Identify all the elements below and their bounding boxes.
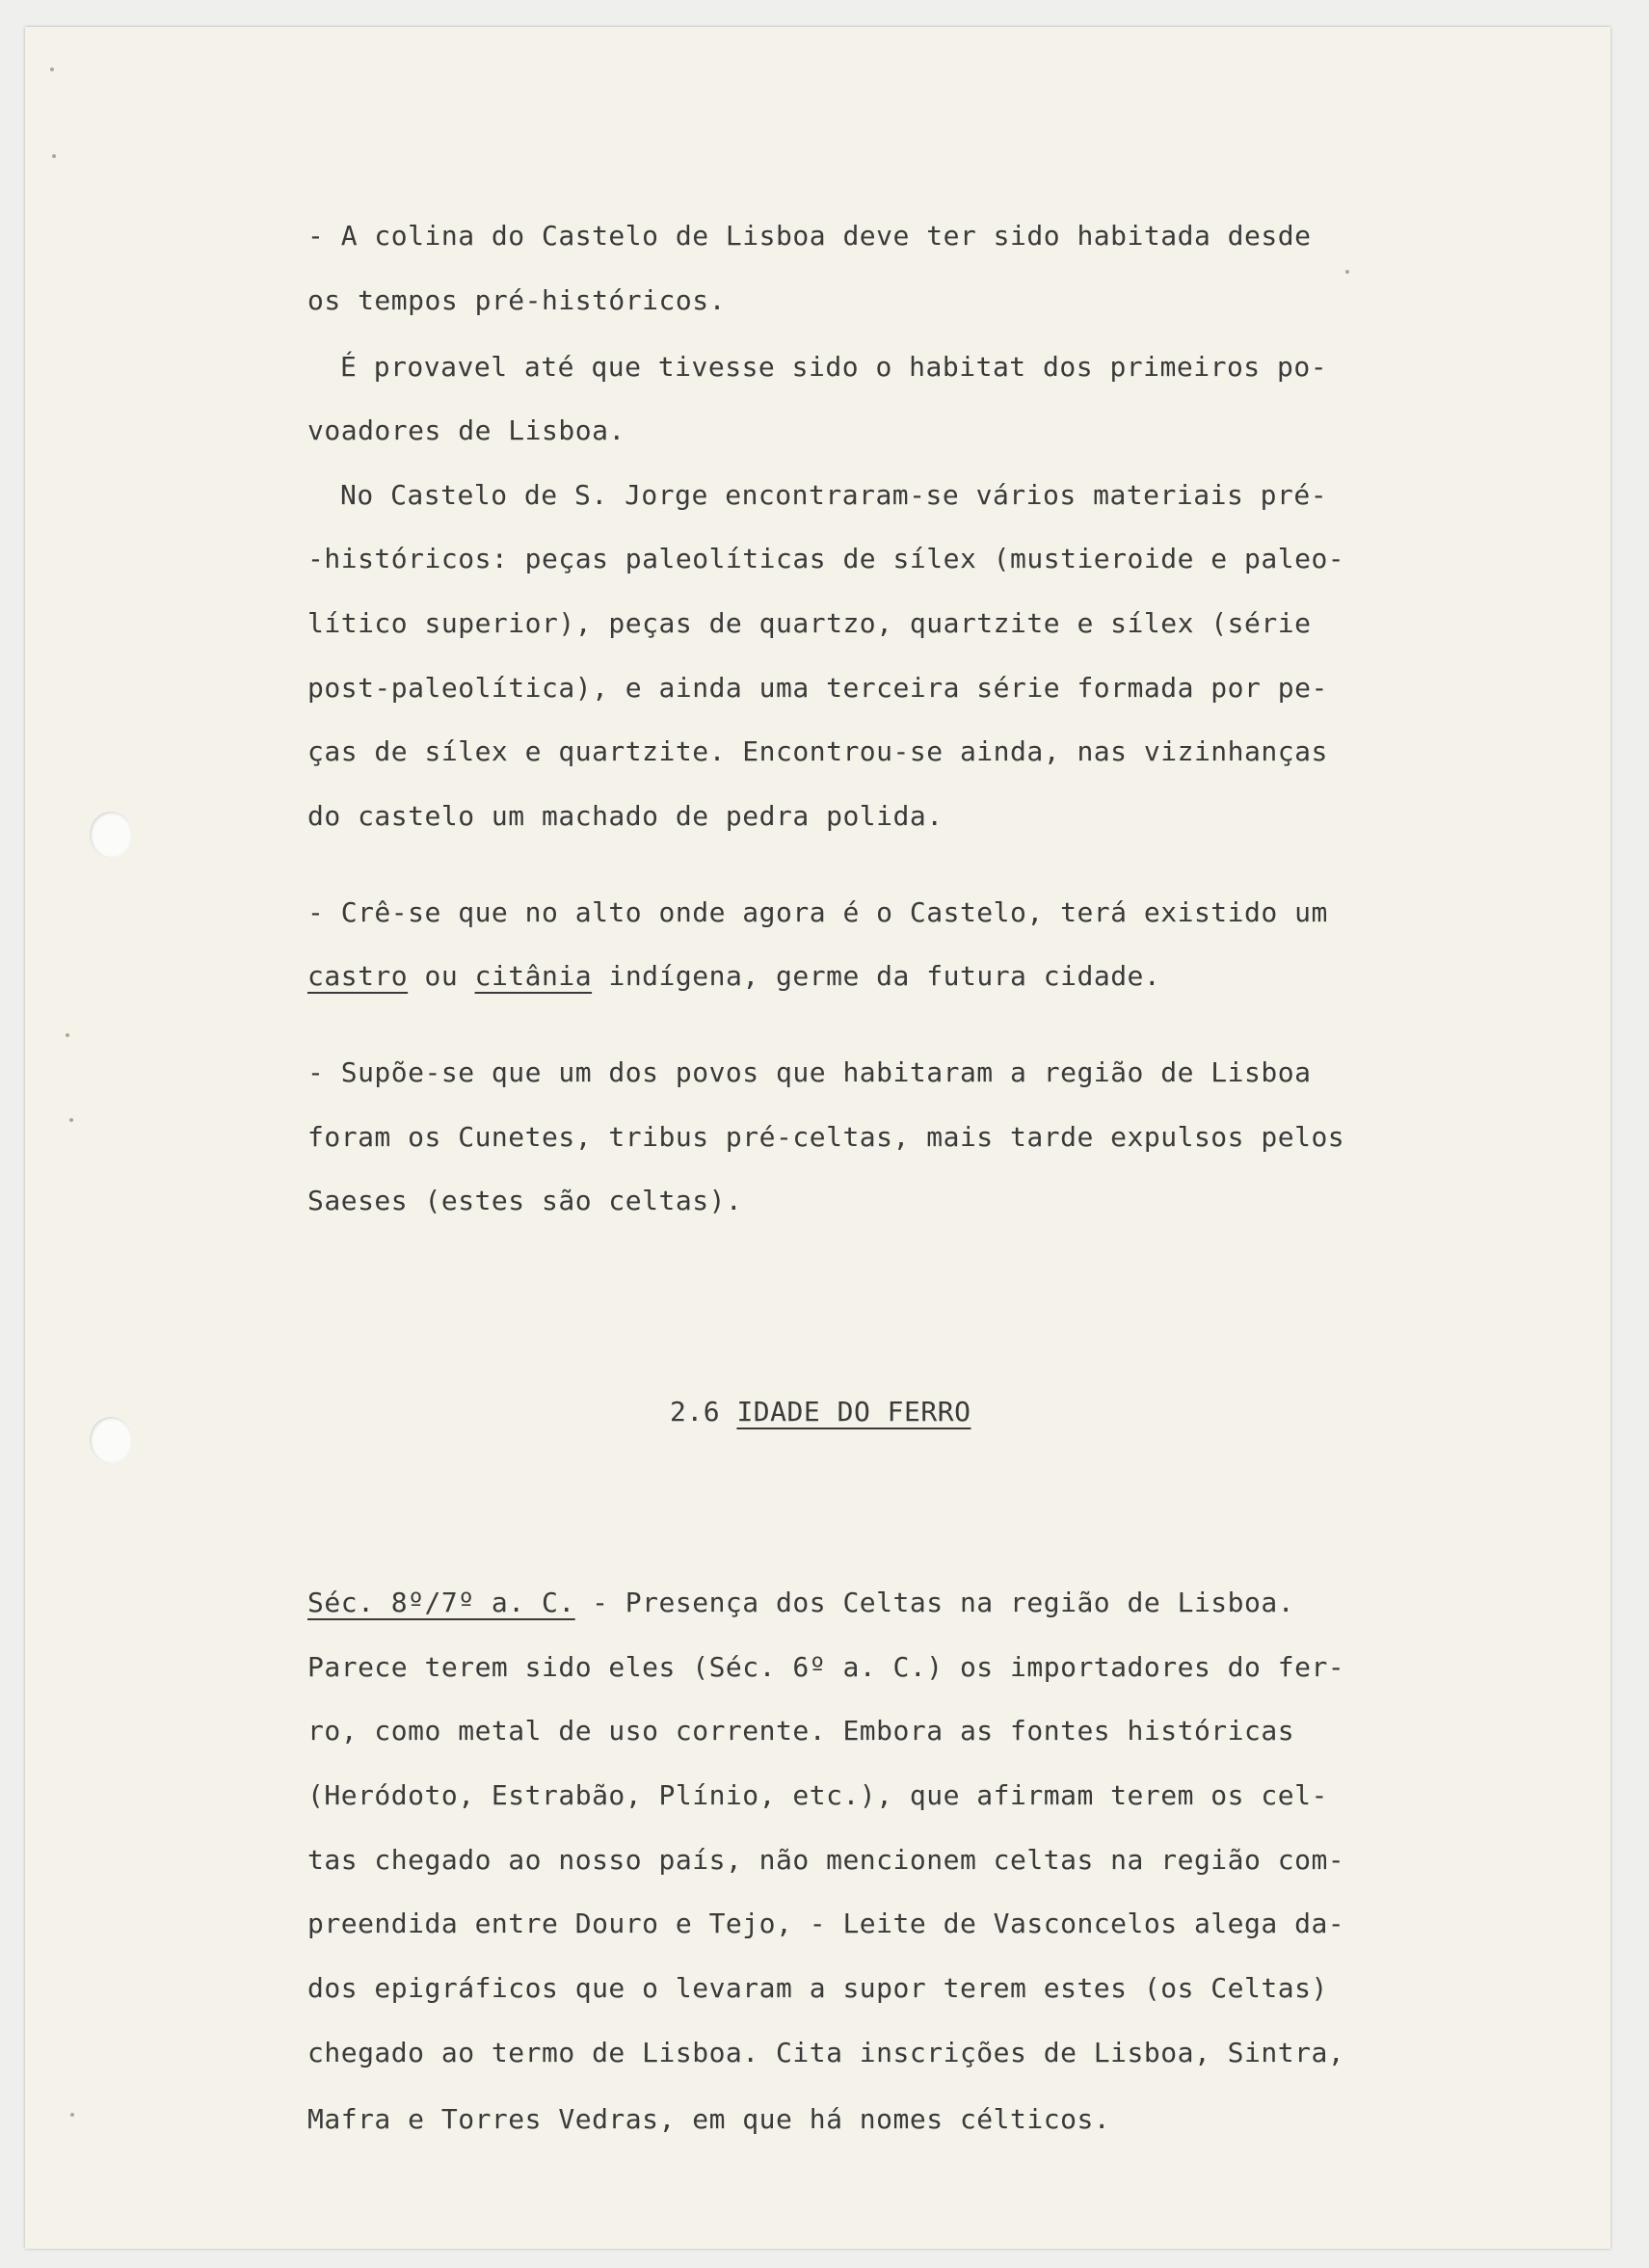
text-line: post-paleolítica), e ainda uma terceira série formada por pe- bbox=[307, 672, 1328, 704]
text-line: - Crê-se que no alto onde agora é o Castelo, terá existido um bbox=[307, 896, 1328, 928]
text-line bbox=[307, 1587, 1294, 1619]
section-title: IDADE DO FERRO bbox=[736, 1396, 971, 1428]
text-line: (Heródoto, Estrabão, Plínio, etc.), que afirmam terem os cel- bbox=[307, 1779, 1328, 1811]
text-line: - Supõe-se que um dos povos que habitaram a região de Lisboa bbox=[307, 1056, 1312, 1088]
text-line: -históricos: peças paleolíticas de sílex (mustieroide e paleo- bbox=[307, 543, 1345, 574]
date-label: Séc. 8º/7º a. C. bbox=[307, 1587, 575, 1618]
text-line bbox=[307, 960, 1160, 993]
text-line: foram os Cunetes, tribus pré-celtas, mais tarde expulsos pelos bbox=[307, 1121, 1345, 1153]
text-line: preendida entre Douro e Tejo, - Leite de Vasconcelos alega da- bbox=[307, 1908, 1345, 1939]
text-line: Saeses (estes são celtas). bbox=[307, 1185, 743, 1216]
text-line: lítico superior), peças de quartzo, quartzite e sílex (série bbox=[307, 607, 1312, 639]
text-rest: - Presença dos Celtas na região de Lisboa. bbox=[574, 1587, 1295, 1618]
text-line: voadores de Lisboa. bbox=[307, 414, 625, 446]
text-line: chegado ao termo de Lisboa. Cita inscrições de Lisboa, Sintra, bbox=[307, 2037, 1345, 2068]
text-line: os tempos pré-históricos. bbox=[307, 284, 726, 316]
underlined-term: castro bbox=[307, 960, 409, 992]
text-line: Mafra e Torres Vedras, em que há nomes célticos. bbox=[307, 2103, 1111, 2135]
text-connector: ou bbox=[408, 960, 475, 992]
text-line: No Castelo de S. Jorge encontraram-se vários materiais pré- bbox=[340, 479, 1328, 511]
text-line: dos epigráficos que o levaram a supor terem estes (os Celtas) bbox=[307, 1972, 1328, 2004]
section-heading bbox=[670, 1396, 971, 1428]
text-line: É provavel até que tivesse sido o habitat dos primeiros po- bbox=[340, 351, 1328, 383]
underlined-term: citânia bbox=[474, 960, 593, 992]
text-line: ças de sílex e quartzite. Encontrou-se ainda, nas vizinhanças bbox=[307, 735, 1328, 767]
text-line: tas chegado ao nosso país, não mencionem celtas na região com- bbox=[307, 1844, 1345, 1876]
text-rest: indígena, germe da futura cidade. bbox=[592, 960, 1161, 992]
text-line: - A colina do Castelo de Lisboa deve ter sido habitada desde bbox=[307, 220, 1312, 252]
text-line: Parece terem sido eles (Séc. 6º a. C.) os importadores do fer- bbox=[307, 1651, 1345, 1683]
text-line: ro, como metal de uso corrente. Embora as fontes históricas bbox=[307, 1715, 1295, 1747]
text-line: do castelo um machado de pedra polida. bbox=[307, 800, 944, 832]
section-number: 2.6 bbox=[670, 1396, 737, 1428]
